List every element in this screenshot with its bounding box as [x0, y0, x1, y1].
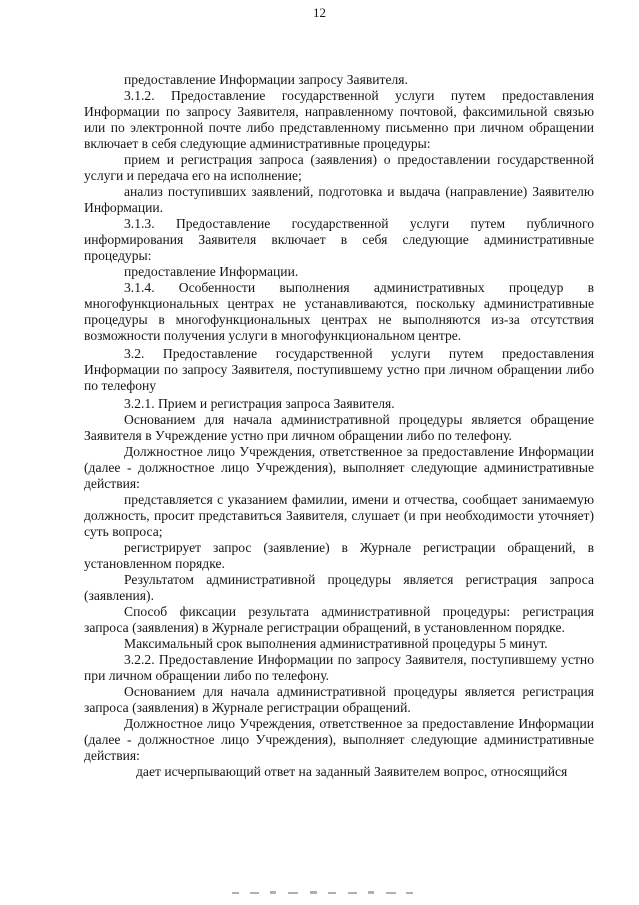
paragraph-3-1-2: 3.1.2. Предоставление государственной услуги путем предоставления Информации по запросу Заявителя, направленному почтовой, факсимильной связью или по электронной почте либо представленному письменно при личном обращении включает в себя следующие административные процедуры: [84, 88, 594, 151]
paragraph-max-time: Максимальный срок выполнения административной процедуры 5 минут. [124, 636, 548, 651]
paragraph-registers: регистрирует запрос (заявление) в Журнале регистрации обращений, в установленном порядке. [84, 540, 594, 571]
paragraph-reception-registration: прием и регистрация запроса (заявления) о предоставлении государственной услуги и передача его на исполнение; [84, 152, 594, 183]
page-number: 12 [313, 5, 326, 20]
paragraph-official-actions: Должностное лицо Учреждения, ответственное за предоставление Информации (далее - должностное лицо Учреждения), выполняет следующие административные действия: [84, 444, 594, 491]
paragraph-fixation-method: Способ фиксации результата административной процедуры: регистрация запроса (заявления) в Журнале регистрации обращений, в установленном порядке. [84, 604, 594, 635]
paragraph-3-2: 3.2. Предоставление государственной услуги путем предоставления Информации по запросу Заявителя, поступившему устно при личном обращении либо по телефону [84, 346, 594, 393]
paragraph-gives-answer: дает исчерпывающий ответ на заданный Заявителем вопрос, относящийся [136, 764, 568, 779]
paragraph-continuation: предоставление Информации запросу Заявителя. [124, 72, 408, 87]
paragraph-3-2-1: 3.2.1. Прием и регистрация запроса Заявителя. [124, 396, 395, 411]
paragraph-public-info: предоставление Информации. [124, 264, 299, 279]
paragraph-basis-registration: Основанием для начала административной процедуры является регистрация запроса (заявления) в Журнале регистрации обращений. [84, 684, 594, 715]
document-body [84, 72, 594, 780]
paragraph-3-2-2: 3.2.2. Предоставление Информации по запросу Заявителя, поступившему устно при личном обращении либо по телефону. [84, 652, 594, 683]
paragraph-result: Результатом административной процедуры является регистрация запроса (заявления). [84, 572, 594, 603]
paragraph-analysis: анализ поступивших заявлений, подготовка и выдача (направление) Заявителю Информации. [84, 184, 594, 215]
scan-artifact-marks [228, 888, 418, 898]
paragraph-3-1-3: 3.1.3. Предоставление государственной услуги путем публичного информирования Заявителя включает в себя следующие административные процедуры: [84, 216, 594, 263]
paragraph-official-actions-2: Должностное лицо Учреждения, ответственное за предоставление Информации (далее - должностное лицо Учреждения), выполняет следующие административные действия: [84, 716, 594, 763]
paragraph-basis-oral: Основанием для начала административной процедуры является обращение Заявителя в Учреждение устно при личном обращении либо по телефону. [84, 412, 594, 443]
paragraph-3-1-4: 3.1.4. Особенности выполнения административных процедур в многофункциональных центрах не устанавливаются, поскольку административные процедуры в многофункциональных центрах не выполняются из-за отсутствия возможности получения услуги в многофункциональном центре. [84, 280, 594, 343]
paragraph-introduces: представляется с указанием фамилии, имени и отчества, сообщает занимаемую должность, просит представиться Заявителя, слушает (и при необходимости уточняет) суть вопроса; [84, 492, 594, 539]
